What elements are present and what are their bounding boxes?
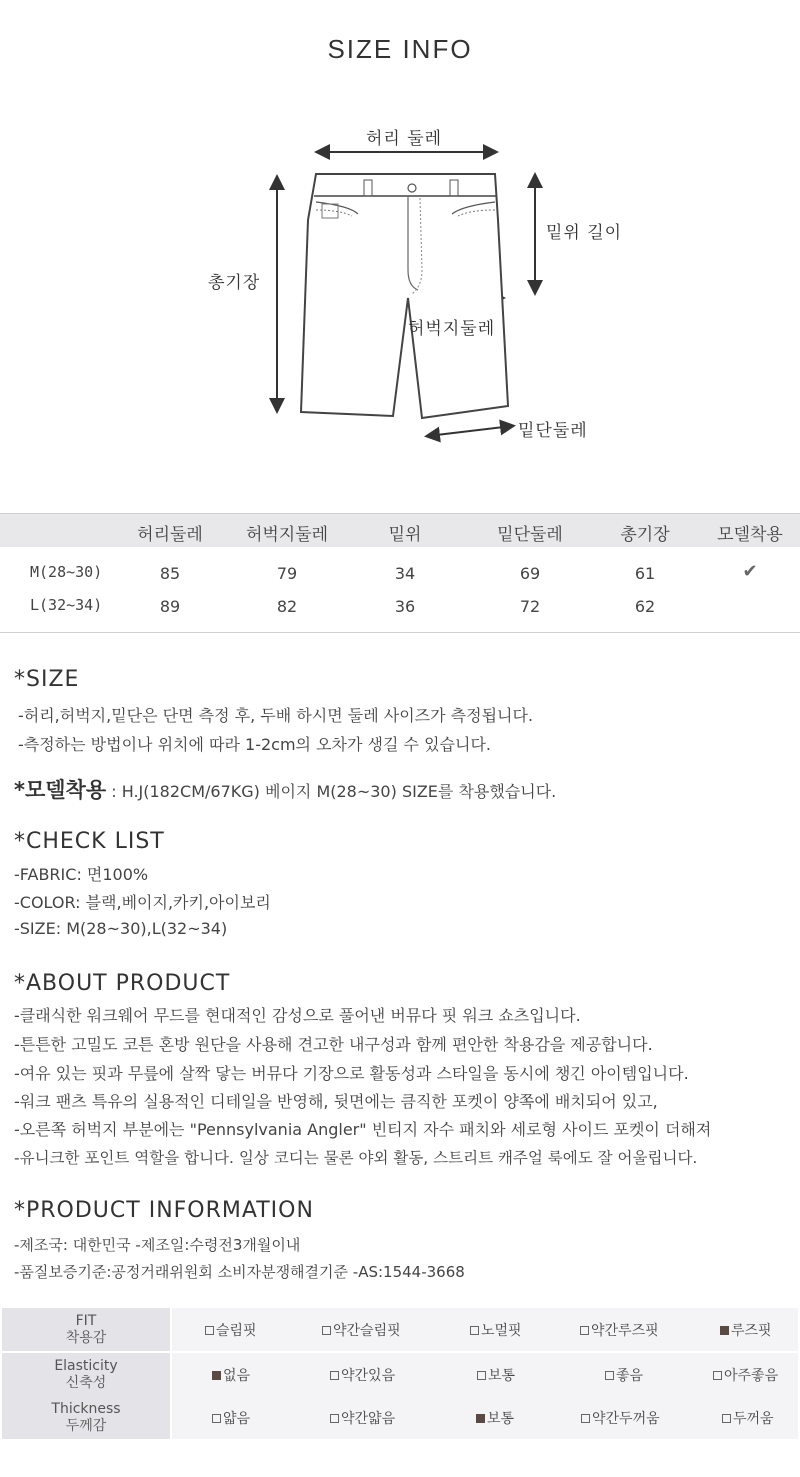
checkbox-filled-icon — [720, 1326, 729, 1335]
thickness-label-ko: 두께감 — [65, 1417, 107, 1434]
rise-label: 밑위 길이 — [546, 223, 623, 243]
m-rise: 34 — [394, 564, 416, 583]
fit-label-ko: 착용감 — [65, 1329, 107, 1346]
check-fabric: -FABRIC: 면100% — [14, 865, 149, 884]
option-label: 약간얇음 — [341, 1411, 396, 1427]
row-label-m: M(28~30) — [30, 563, 103, 581]
product-info-line-2: -품질보증기준:공정거래위원회 소비자분쟁해결기준 -AS:1544-3668 — [14, 1263, 465, 1281]
option-label: 루즈핏 — [731, 1323, 772, 1339]
fit-option-slightly-slim — [322, 1320, 401, 1340]
checkbox-empty-icon — [477, 1371, 486, 1380]
checkbox-empty-icon — [205, 1326, 214, 1335]
checkbox-empty-icon — [212, 1414, 221, 1423]
fit-option-slightly-loose — [580, 1320, 659, 1340]
check-list-title: *CHECK LIST — [14, 829, 165, 854]
header-hem: 밑단둘레 — [497, 525, 563, 545]
checkbox-empty-icon — [722, 1414, 731, 1423]
option-label: 약간슬림핏 — [333, 1323, 401, 1339]
header-rise: 밑위 — [388, 525, 422, 545]
fit-label-en: FIT — [75, 1312, 97, 1329]
option-label: 약간있음 — [341, 1368, 396, 1384]
size-note-1: -허리,허벅지,밑단은 단면 측정 후, 두배 하시면 둘레 사이즈가 측정됩니다. — [18, 706, 534, 725]
checkbox-empty-icon — [713, 1371, 722, 1380]
checkbox-empty-icon — [330, 1414, 339, 1423]
elasticity-option-normal — [477, 1365, 515, 1385]
elasticity-row — [2, 1353, 798, 1396]
thickness-option-normal — [476, 1408, 514, 1428]
fit-label — [2, 1308, 170, 1351]
thickness-row — [2, 1396, 798, 1439]
checkbox-empty-icon — [581, 1414, 590, 1423]
total-length-label: 총기장 — [208, 273, 261, 293]
l-waist: 89 — [159, 597, 181, 616]
model-text: : H.J(182CM/67KG) 베이지 M(28~30) SIZE를 착용했습니다. — [106, 782, 557, 801]
option-label: 슬림핏 — [216, 1323, 257, 1339]
option-label: 보통 — [488, 1368, 516, 1384]
model-label: *모델착용 — [14, 778, 107, 802]
option-label: 약간두꺼움 — [592, 1411, 660, 1427]
elasticity-label — [2, 1353, 170, 1396]
about-line-2: -튼튼한 고밀도 코튼 혼방 원단을 사용해 견고한 내구성과 함께 편안한 착용감을 제공합니다. — [14, 1035, 653, 1054]
elasticity-option-slight — [330, 1365, 395, 1385]
checkbox-empty-icon — [605, 1371, 614, 1380]
model-check-icon: ✔ — [742, 561, 758, 582]
row-label-l: L(32~34) — [30, 596, 103, 614]
checkbox-empty-icon — [330, 1371, 339, 1380]
fit-row — [2, 1308, 798, 1351]
thickness-option-slightly-thin — [330, 1408, 395, 1428]
m-hem: 69 — [519, 564, 541, 583]
about-product-title: *ABOUT PRODUCT — [14, 971, 231, 996]
check-color: -COLOR: 블랙,베이지,카키,아이보리 — [14, 893, 271, 912]
thickness-label-en: Thickness — [51, 1400, 121, 1417]
fit-option-slim — [205, 1320, 257, 1340]
thickness-option-slightly-thick — [581, 1408, 660, 1428]
m-thigh: 79 — [276, 564, 298, 583]
thickness-option-thin — [212, 1408, 250, 1428]
m-length: 61 — [634, 564, 656, 583]
model-info — [14, 774, 556, 804]
size-note-2: -측정하는 방법이나 위치에 따라 1-2cm의 오차가 생길 수 있습니다. — [18, 735, 492, 754]
fit-option-loose — [720, 1320, 772, 1340]
about-line-1: -클래식한 워크웨어 무드를 현대적인 감성으로 풀어낸 버뮤다 핏 워크 쇼츠입니다. — [14, 1006, 581, 1025]
option-label: 좋음 — [616, 1368, 644, 1384]
checkbox-empty-icon — [470, 1326, 479, 1335]
size-table-bottom-rule — [0, 632, 800, 633]
l-length: 62 — [634, 597, 656, 616]
header-length: 총기장 — [620, 525, 670, 545]
header-waist: 허리둘레 — [137, 525, 203, 545]
l-hem: 72 — [519, 597, 541, 616]
about-line-6: -유니크한 포인트 역할을 합니다. 일상 코디는 물론 야외 활동, 스트리트 캐주얼 룩에도 잘 어울립니다. — [14, 1149, 698, 1167]
fit-option-normal — [470, 1320, 522, 1340]
l-rise: 36 — [394, 597, 416, 616]
shorts-size-diagram — [190, 110, 630, 455]
header-thigh: 허벅지둘레 — [245, 525, 329, 545]
page-title: SIZE INFO — [327, 34, 473, 64]
waist-label: 허리 둘레 — [366, 129, 443, 149]
elasticity-label-ko: 신축성 — [65, 1374, 107, 1391]
hem-label: 밑단둘레 — [518, 421, 588, 441]
fit-options — [172, 1308, 798, 1351]
m-waist: 85 — [159, 564, 181, 583]
elasticity-option-good — [605, 1365, 643, 1385]
option-label: 얇음 — [223, 1411, 251, 1427]
check-size: -SIZE: M(28~30),L(32~34) — [14, 919, 228, 938]
checkbox-filled-icon — [212, 1371, 221, 1380]
option-label: 보통 — [487, 1411, 515, 1427]
elasticity-label-en: Elasticity — [54, 1357, 118, 1374]
elasticity-option-none — [212, 1365, 250, 1385]
checkbox-empty-icon — [580, 1326, 589, 1335]
option-label: 노멀핏 — [481, 1323, 522, 1339]
thickness-label — [2, 1396, 170, 1439]
about-line-3: -여유 있는 핏과 무릎에 살짝 닿는 버뮤다 기장으로 활동성과 스타일을 동시에 챙긴 아이템입니다. — [14, 1064, 689, 1083]
thickness-option-thick — [722, 1408, 774, 1428]
elasticity-option-very-good — [713, 1365, 778, 1385]
about-line-5: -오른쪽 허벅지 부분에는 "Pennsylvania Angler" 빈티지 자수 패치와 세로형 사이드 포켓이 더해져 — [14, 1120, 712, 1139]
option-label: 없음 — [223, 1368, 251, 1384]
thigh-label: 허벅지둘레 — [408, 319, 496, 339]
size-table — [0, 513, 800, 633]
option-label: 두꺼움 — [733, 1411, 774, 1427]
elasticity-options — [172, 1353, 798, 1396]
option-label: 아주좋음 — [724, 1368, 779, 1384]
option-label: 약간루즈핏 — [591, 1323, 659, 1339]
product-info-line-1: -제조국: 대한민국 -제조일:수령전3개월이내 — [14, 1236, 301, 1254]
checkbox-empty-icon — [322, 1326, 331, 1335]
thickness-options — [172, 1396, 798, 1439]
l-thigh: 82 — [276, 597, 298, 616]
header-model: 모델착용 — [717, 525, 783, 545]
about-line-4: -워크 팬츠 특유의 실용적인 디테일을 반영해, 뒷면에는 큼직한 포켓이 양쪽에 배치되어 있고, — [14, 1092, 658, 1111]
product-information-title: *PRODUCT INFORMATION — [14, 1198, 314, 1223]
size-section-title: *SIZE — [14, 667, 80, 692]
checkbox-filled-icon — [476, 1414, 485, 1423]
